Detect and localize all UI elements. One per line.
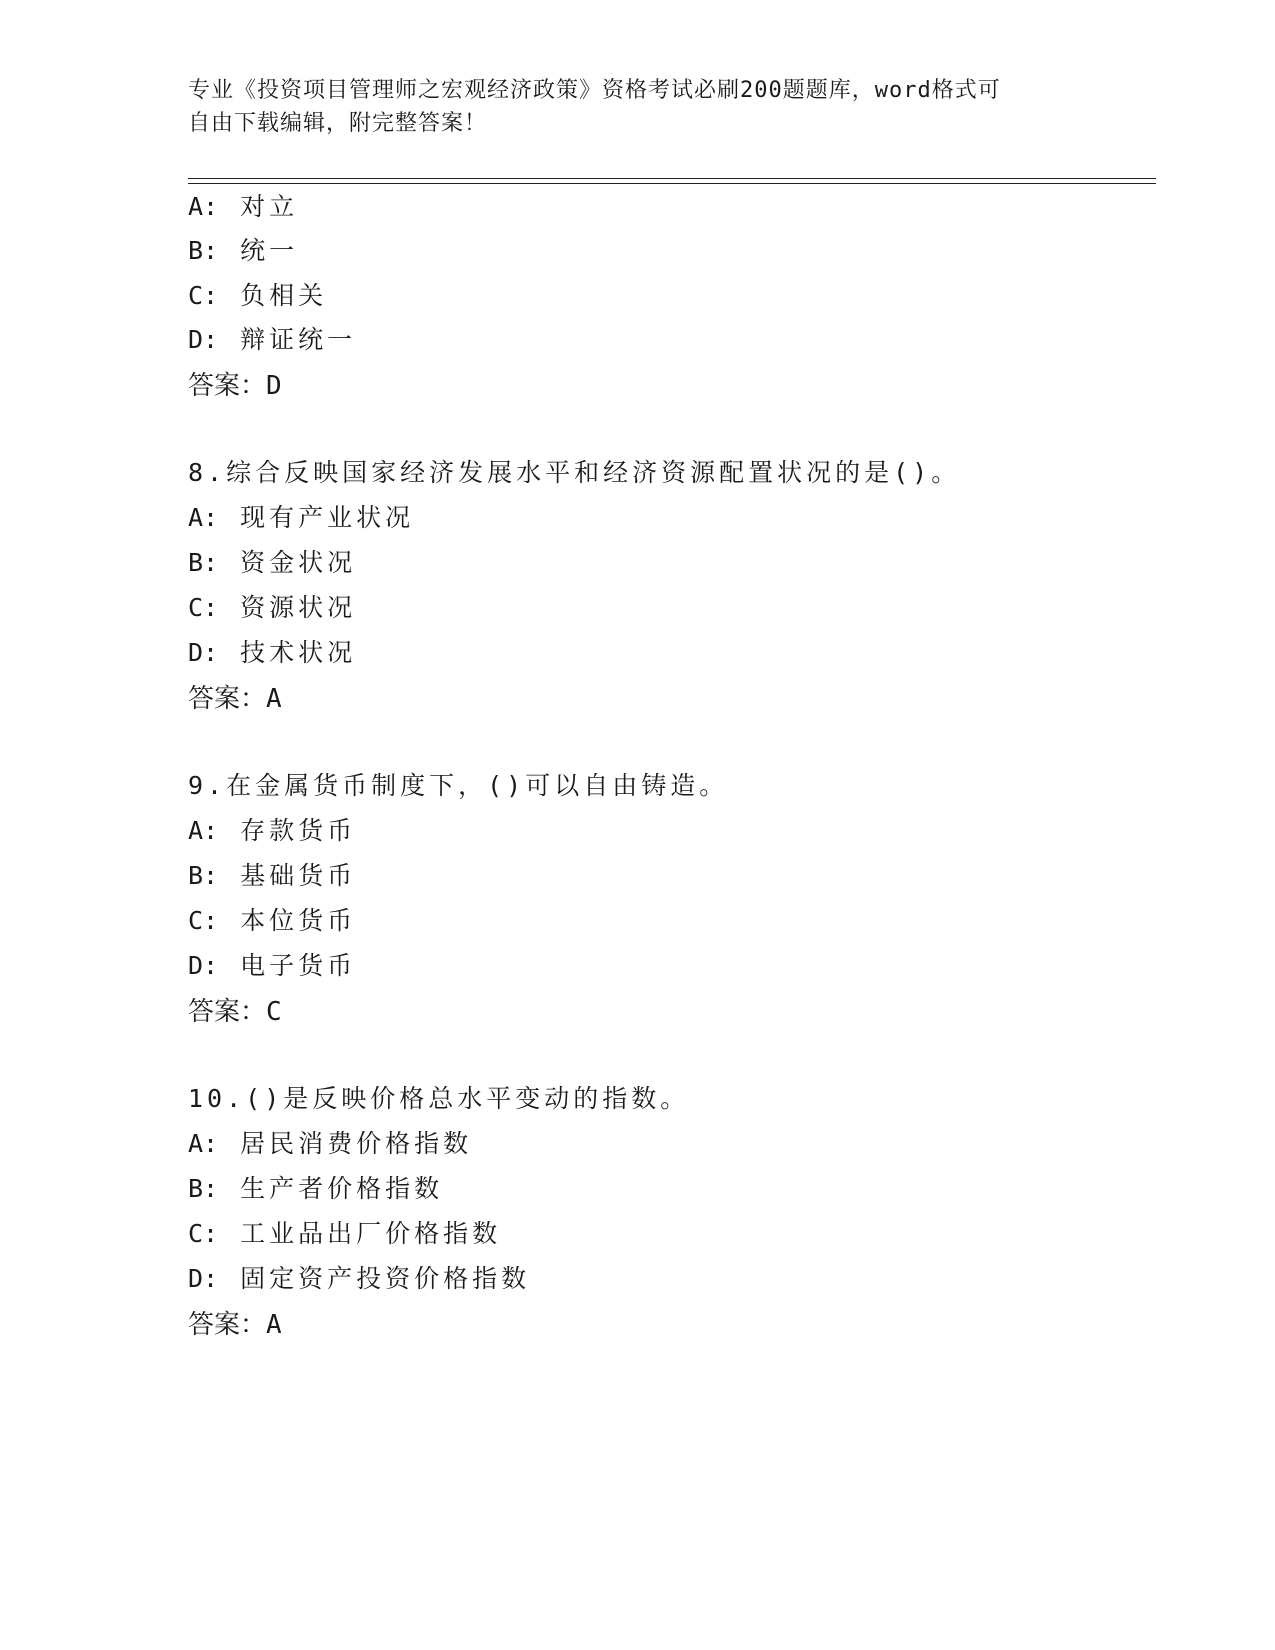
answer-label: 答案： [188, 1310, 267, 1340]
option-text: 资源状况 [240, 593, 357, 622]
option-letter: A: [188, 192, 219, 221]
option-text: 对立 [240, 192, 299, 221]
option-letter: B: [188, 861, 219, 890]
option-d [188, 951, 356, 981]
option-text: 居民消费价格指数 [240, 1129, 473, 1158]
header-line-1: 专业《投资项目管理师之宏观经济政策》资格考试必刷200题题库，word格式可 [188, 78, 1001, 103]
header-divider-bottom [188, 183, 1156, 184]
answer-line [188, 684, 282, 714]
option-text: 电子货币 [240, 951, 357, 980]
option-letter: C: [188, 1219, 219, 1248]
option-d [188, 1264, 530, 1294]
option-letter: D: [188, 638, 219, 667]
answer-line [188, 371, 282, 401]
option-text: 现有产业状况 [240, 503, 415, 532]
answer-line [188, 1310, 282, 1340]
option-d [188, 638, 356, 668]
option-letter: A: [188, 1129, 219, 1158]
answer-line [188, 997, 282, 1027]
option-letter: B: [188, 236, 219, 265]
option-letter: C: [188, 906, 219, 935]
answer-value: D [266, 371, 282, 401]
option-letter: A: [188, 503, 219, 532]
option-a [188, 816, 356, 846]
option-a [188, 192, 298, 222]
option-b [188, 236, 298, 266]
option-letter: B: [188, 1174, 219, 1203]
option-c [188, 593, 356, 623]
option-c [188, 1219, 501, 1249]
option-c [188, 906, 356, 936]
option-text: 基础货币 [240, 861, 357, 890]
question-stem: 8.综合反映国家经济发展水平和经济资源配置状况的是()。 [188, 458, 961, 487]
option-b [188, 861, 356, 891]
option-text: 技术状况 [240, 638, 357, 667]
question-stem: 10.()是反映价格总水平变动的指数。 [188, 1084, 690, 1113]
answer-value: A [266, 1310, 282, 1340]
option-text: 生产者价格指数 [240, 1174, 444, 1203]
option-text: 资金状况 [240, 548, 357, 577]
option-text: 存款货币 [240, 816, 357, 845]
option-c [188, 281, 327, 311]
option-d [188, 325, 356, 355]
option-letter: A: [188, 816, 219, 845]
option-letter: D: [188, 325, 219, 354]
question-stem: 9.在金属货币制度下，()可以自由铸造。 [188, 771, 729, 800]
option-text: 工业品出厂价格指数 [240, 1219, 502, 1248]
option-text: 负相关 [240, 281, 328, 310]
option-b [188, 1174, 443, 1204]
option-letter: C: [188, 593, 219, 622]
option-letter: C: [188, 281, 219, 310]
option-a [188, 503, 414, 533]
answer-label: 答案： [188, 997, 267, 1027]
option-a [188, 1129, 472, 1159]
option-text: 固定资产投资价格指数 [240, 1264, 531, 1293]
header-divider-top [188, 178, 1156, 179]
answer-label: 答案： [188, 684, 267, 714]
answer-label: 答案： [188, 371, 267, 401]
option-letter: D: [188, 951, 219, 980]
option-text: 统一 [240, 236, 299, 265]
option-b [188, 548, 356, 578]
answer-value: A [266, 684, 282, 714]
option-text: 本位货币 [240, 906, 357, 935]
option-letter: D: [188, 1264, 219, 1293]
option-letter: B: [188, 548, 219, 577]
option-text: 辩证统一 [240, 325, 357, 354]
document-header [188, 74, 1088, 140]
answer-value: C [266, 997, 282, 1027]
header-line-2: 自由下载编辑，附完整答案！ [188, 111, 488, 136]
